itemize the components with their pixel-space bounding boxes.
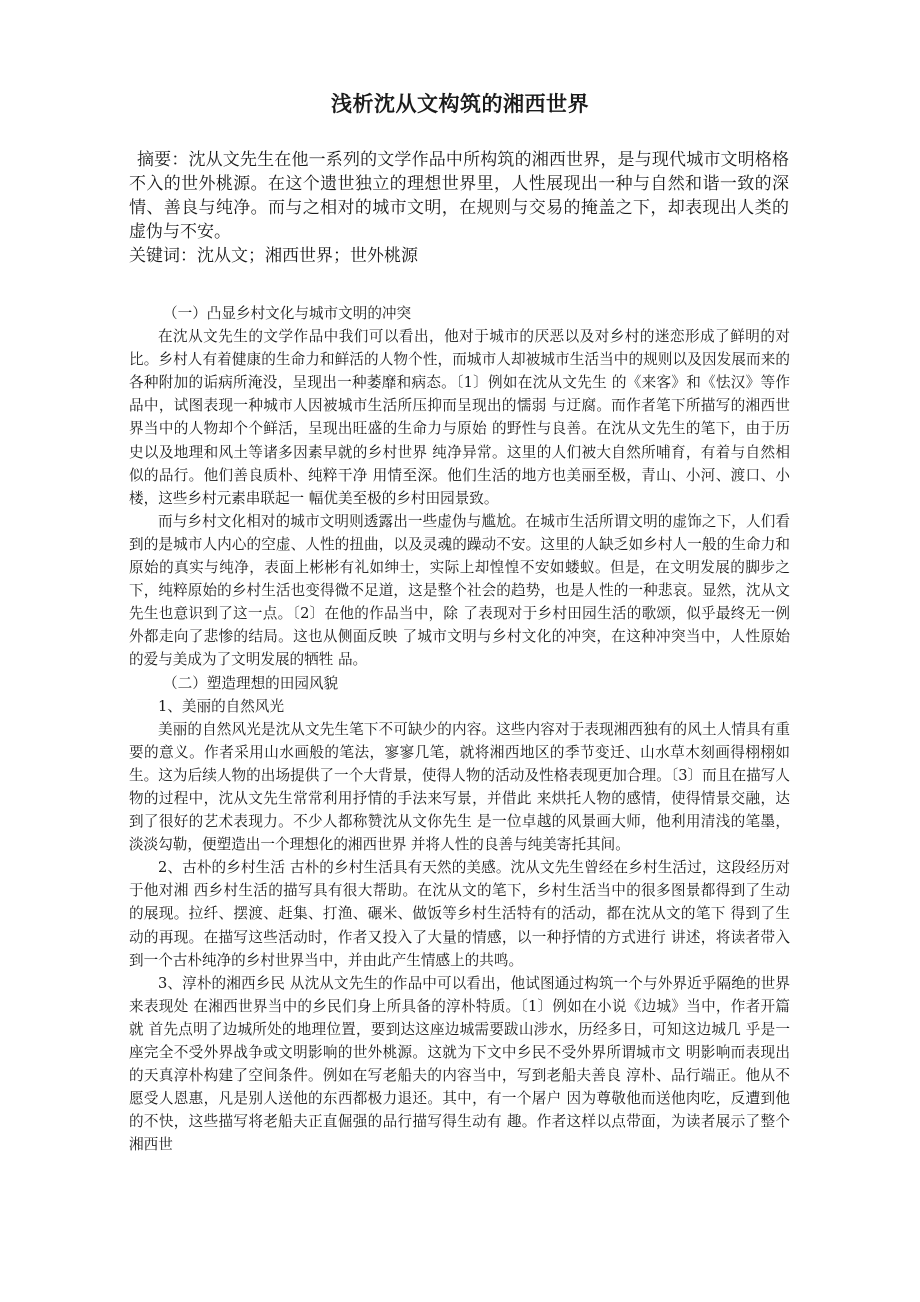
paragraph: 美丽的自然风光是沈从文先生笔下不可缺少的内容。这些内容对于表现湘西独有的风土人情具有重要的意义。作者采用山水画般的笔法，寥寥几笔，就将湘西地区的季节变迁、山水草木刻画得栩栩如生。这为后续人物的出场提供了一个大背景，使得人物的活动及性格表现更加合理。〔3〕而且在描写人物的过程中，沈从文先生常常利用抒情的手法来写景，并借此 来烘托人物的感情，使得情景交融，达到了很好的艺术表现力。不少人都称赞沈从文你先生 是一位卓越的风景画大师，他利用清浅的笔墨，淡淡勾勒，便塑造出一个理想化的湘西世界 并将人性的良善与纯美寄托其间。 [129,720,790,854]
keywords: 关键词：沈从文；湘西世界；世外桃源 [129,246,418,266]
page-title: 浅析沈从文构筑的湘西世界 [331,92,589,116]
subsection-heading: 1、美丽的自然风光 [158,697,285,715]
section-heading-2: （二）塑造理想的田园风貌 [163,674,339,692]
paragraph: 2、古朴的乡村生活 古朴的乡村生活具有天然的美感。沈从文先生曾经在乡村生活过，这段经历对于他对湘 西乡村生活的描写具有很大帮助。在沈从文的笔下，乡村生活当中的很多图景都得到了生动 的展现。拉纤、摆渡、赶集、打渔、碾米、做饭等乡村生活特有的活动，都在沈从文的笔下 得到了生动的再现。在描写这些活动时，作者又投入了大量的情感，以一种抒情的方式进行 讲述，将读者带入到一个古朴纯净的乡村世界当中，并由此产生情感上的共鸣。 [129,859,790,969]
abstract [129,148,789,244]
section-heading-1: （一）凸显乡村文化与城市文明的冲突 [163,305,412,322]
paragraph: 而与乡村文化相对的城市文明则透露出一些虚伪与尴尬。在城市生活所谓文明的虚饰之下，人们看到的是城市人内心的空虚、人性的扭曲，以及灵魂的躁动不安。这里的人缺乏如乡村人一般的生命力和原始的真实与纯净，表面上彬彬有礼如绅士，实际上却惶惶不安如蝼蚁。但是，在文明发展的脚步之下，纯粹原始的乡村生活也变得微不足道，这是整个社会的趋势，也是人性的一种悲哀。显然，沈从文先生也意识到了这一点。〔2〕在他的作品当中，除 了表现对于乡村田园生活的歌颂，似乎最终无一例外都走向了悲惨的结局。这也从侧面反映 了城市文明与乡村文化的冲突，在这种冲突当中，人性原始的爱与美成为了文明发展的牺牲 品。 [129,512,790,669]
abstract-text: 摘要：沈从文先生在他一系列的文学作品中所构筑的湘西世界，是与现代城市文明格格不入的世外桃源。在这个遗世独立的理想世界里，人性展现出一种与自然和谐一致的深情、善良与纯净。而与之相对的城市文明，在规则与交易的掩盖之下，却表现出人类的虚伪与不安。 [129,150,789,242]
paragraph: 在沈从文先生的文学作品中我们可以看出，他对于城市的厌恶以及对乡村的迷恋形成了鲜明的对比。乡村人有着健康的生命力和鲜活的人物个性，而城市人却被城市生活当中的规则以及因发展而来的各种附加的诟病所淹没，呈现出一种萎靡和病态。〔1〕例如在沈从文先生 的《来客》和《怯汉》等作品中，试图表现一种城市人因被城市生活所压抑而呈现出的懦弱 与迂腐。而作者笔下所描写的湘西世界当中的人物却个个鲜活，呈现出旺盛的生命力与原始 的野性与良善。在沈从文先生的笔下，由于历史以及地理和风土等诸多因素早就的乡村世界 纯净异常。这里的人们被大自然所哺育，有着与自然相似的品行。他们善良质朴、纯粹干净 用情至深。他们生活的地方也美丽至极，青山、小河、渡口、小楼，这些乡村元素串联起一 幅优美至极的乡村田园景致。 [129,328,790,507]
paragraph: 3、淳朴的湘西乡民 从沈从文先生的作品中可以看出，他试图通过构筑一个与外界近乎隔绝的世界来表现处 在湘西世界当中的乡民们身上所具备的淳朴特质。〔1〕例如在小说《边城》当中，作者开篇就 首先点明了边城所处的地理位置，要到达这座边城需要跋山涉水，历经多日，可知这边城几 乎是一座完全不受外界战争或文明影响的世外桃源。这就为下文中乡民不受外界所谓城市文 明影响而表现出的天真淳朴构建了空间条件。例如在写老船夫的内容当中，写到老船夫善良 淳朴、品行端正。他从不愿受人恩惠，凡是别人送他的东西都极力退还。其中，有一个屠户 因为尊敬他而送他肉吃，反遭到他的不快，这些描写将老船夫正直倔强的品行描写得生动有 趣。作者这样以点带面，为读者展示了整个湘西世 [129,974,790,1154]
body-text [129,302,790,1156]
